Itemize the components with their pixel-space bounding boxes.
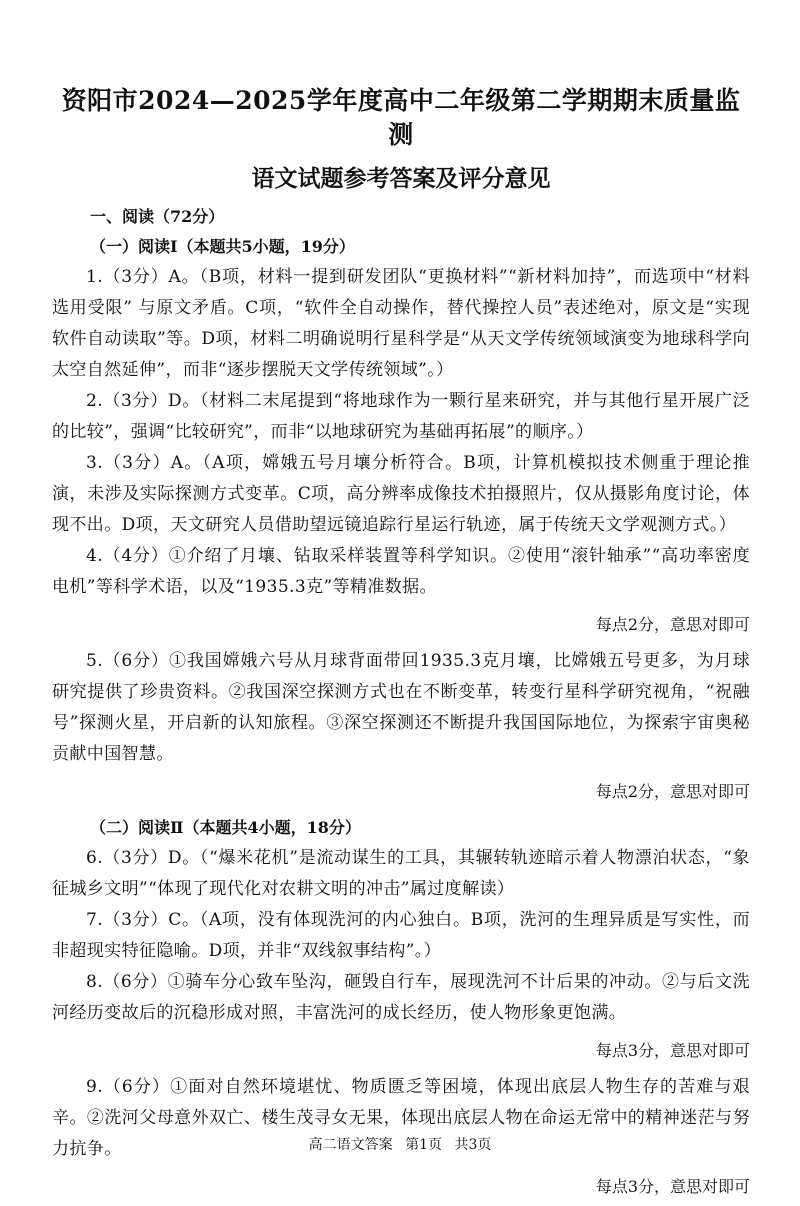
subsection-reading-2-heading: （二）阅读Ⅱ（本题共4小题，18分） [90, 818, 361, 837]
scoring-note-q5: 每点2分，意思对即可 [595, 782, 750, 801]
page-footer [0, 1134, 800, 1154]
scoring-note-q8: 每点3分，意思对即可 [595, 1041, 750, 1060]
answer-q9: 9.（6分）①面对自然环境堪忧、物质匮乏等困境，体现出底层人物生存的苦难与艰辛。②洗河父母意外双亡、楼生茂寻女无果，体现出底层人物在命运无常中的精神迷茫与努力抗争。 [52, 1077, 750, 1159]
answer-q2: 2.（3分）D。（材料二末尾提到“将地球作为一颗行星来研究，并与其他行星开展广泛的比较”，强调“比较研究”，而非“以地球研究为基础再拓展”的顺序。） [52, 391, 750, 442]
subsection-reading-1-heading: （一）阅读Ⅰ（本题共5小题，19分） [90, 237, 355, 256]
answer-q5: 5.（6分）①我国嫦娥六号从月球背面带回1935.3克月壤，比嫦娥五号更多，为月球研究提供了珍贵资料。②我国深空探测方式也在不断变革，转变行星科学研究视角，“祝融号”探测火星，开启新的认知旅程。③深空探测还不断提升我国国际地位，为探索宇宙奥秘贡献中国智慧。 [52, 651, 750, 764]
footer-doc-name: 高二语文答案 [308, 1137, 393, 1153]
answer-q3: 3.（3分）A。（A项，嫦娥五号月壤分析符合。B项，计算机模拟技术侧重于理论推演，未涉及实际探测方式变革。C项，高分辨率成像技术拍摄照片，仅从摄影角度讨论，体现不出。D项，天文研究人员借助望远镜追踪行星运行轨迹，属于传统天文学观测方式。） [52, 453, 750, 535]
footer-total-pages: 共3页 [454, 1137, 492, 1153]
answer-q4: 4.（4分）①介绍了月壤、钻取采样装置等科学知识。②使用“滚针轴承”“高功率密度电机”等科学术语，以及“1935.3克”等精准数据。 [52, 546, 750, 597]
answer-q1: 1.（3分）A。（B项，材料一提到研发团队“更换材料”“新材料加持”，而选项中“材料选用受限” 与原文矛盾。C项，“软件全自动操作，替代操控人员”表述绝对，原文是“实现软件自动读取”等。D项，材料二明确说明行星科学是“从天文学传统领域演变为地球科学向太空自然延伸”，而非“逐步摆脱天文学传统领域”。） [52, 267, 750, 380]
document-title: 资阳市2024—2025学年度高中二年级第二学期期末质量监测 [61, 86, 741, 149]
answer-q6: 6.（3分）D。（“爆米花机”是流动谋生的工具，其辗转轨迹暗示着人物漂泊状态，“象征城乡文明”“体现了现代化对农耕文明的冲击”属过度解读） [52, 848, 750, 899]
section-reading-heading: 一、阅读（72分） [90, 207, 225, 226]
footer-page-number: 第1页 [405, 1137, 442, 1153]
scoring-note-q4: 每点2分，意思对即可 [595, 615, 750, 634]
answer-q7: 7.（3分）C。（A项，没有体现洗河的内心独白。B项，洗河的生理异质是写实性，而非超现实特征隐喻。D项，并非“双线叙事结构”。） [52, 910, 750, 961]
answer-q8: 8.（6分）①骑车分心致车坠沟，砸毁自行车，展现洗河不计后果的冲动。②与后文洗河经历变故后的沉稳形成对照，丰富洗河的成长经历，使人物形象更饱满。 [52, 972, 750, 1023]
document-subtitle: 语文试题参考答案及评分意见 [251, 165, 551, 192]
scoring-note-q9: 每点3分，意思对即可 [595, 1177, 750, 1196]
